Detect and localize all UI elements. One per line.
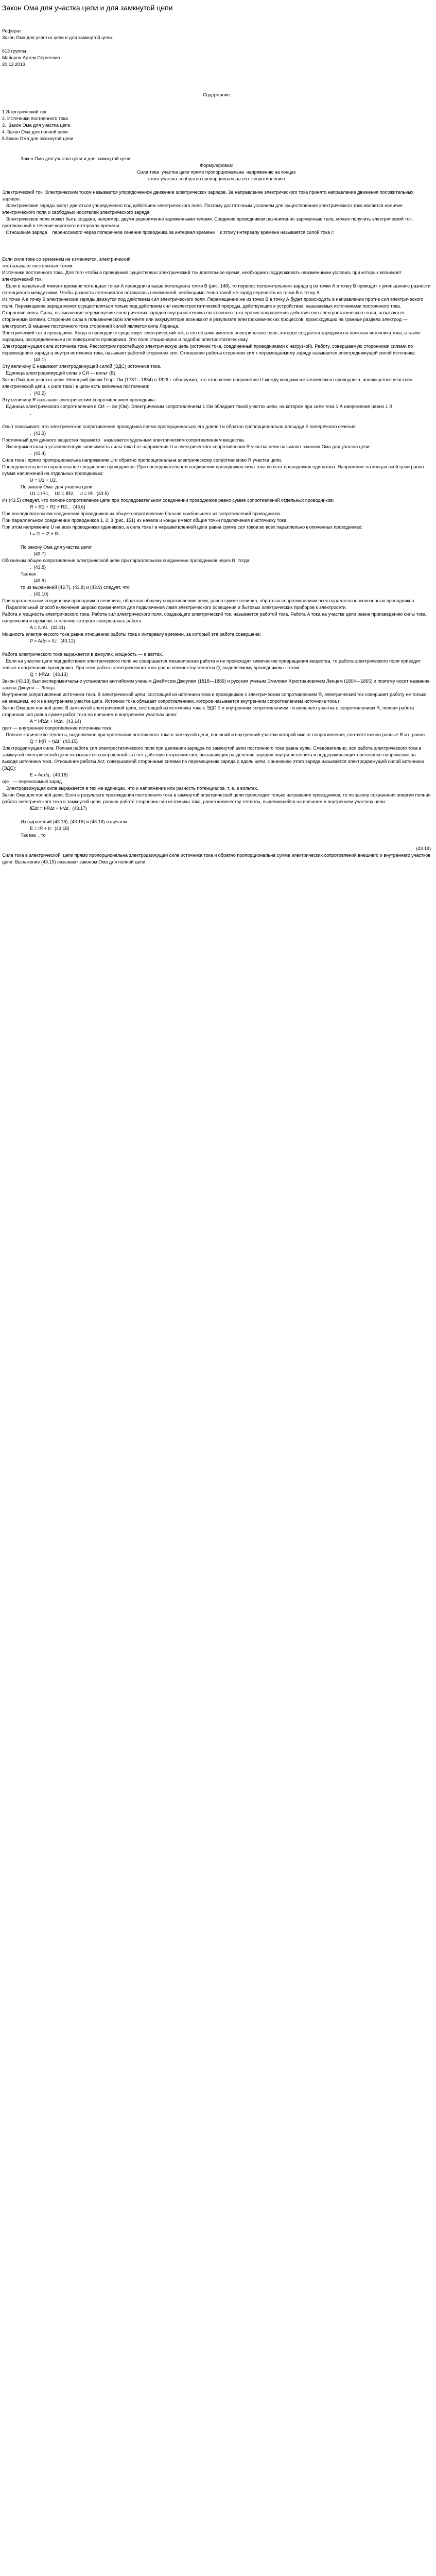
- formula-line: . (43.10): [30, 591, 49, 597]
- blank-line: [2, 236, 431, 243]
- paragraph: Единица электрического сопротивления в СИ — ом (Ом). Электрическим сопротивлением 1 Ом обладает такой участок цепи, на котором при силе тока 1 А напряжение равно 1 В:: [2, 404, 394, 409]
- paragraph: Работа и мощность электрического тока. Работа сил электрического поля, создающего электрический ток, называется работой тока. Работа A тока на участке цепи равна произведению силы тока, напряжения и времени, в течение которого совершалась работа:: [2, 612, 428, 623]
- formula-line: IEΔt = I²RΔt + I²rΔt. (43.17): [30, 806, 88, 811]
- paragraph: Электродвижущая сила выражается в тех же единицах, что и напряжение или разность потенциалов, т. е. в вольтах.: [2, 786, 258, 791]
- formula-line: E = Aст/q, (43.16): [30, 772, 68, 777]
- paragraph: Так как: [21, 571, 36, 577]
- paragraph: Работа электрического тока выражается в джоулях, мощность — в ваттах.: [2, 652, 163, 657]
- paragraph: Опыт показывает, что электрическое сопротивление проводника прямо пропорционально его длине l и обратно пропорционально площади S поперечного сечения:: [2, 424, 357, 429]
- paragraph: Закон (43.13) был экспериментально установлен английским ученым Джеймсом Джоулем (1818—1889) и русским ученым Эмилием Христиановичем Ленцем (1804—1865) и поэтому носит название закона Джоуля — Ленца.: [2, 679, 431, 690]
- paragraph: этого участка и обратно пропорциональна его сопротивлению: [148, 176, 285, 181]
- formula-line: U = U1 + U2.: [30, 478, 57, 483]
- toc-item: 1.Электрический ток: [2, 109, 46, 114]
- formula-line: .: [30, 243, 31, 248]
- formula-line: .: [30, 839, 31, 844]
- header-line: 613 группы: [2, 48, 26, 54]
- formula-line: . (43.7): [30, 551, 46, 556]
- paragraph: Сила тока I прямо пропорциональна напряжению U и обратно пропорциональна электрическому сопротивлению R участка цепи.: [2, 457, 282, 463]
- header-line: Реферат: [2, 28, 21, 33]
- header-line: Закон Ома для участка цепи и для замкнутой цепи.: [2, 35, 113, 40]
- paragraph: При последовательном соединении проводников их общее сопротивление больше наибольшего из сопротивлений проводников.: [2, 511, 282, 516]
- paragraph: Из точки А в точку В электрические заряды движутся под действием сил электрического поля. Перемещение же из точки В в точку А будет происходить в направлении против сил электрического поля. Перемещение заряда может осуществляться только под действием сил неэлектростатической природы, действующих в устройствах, называемых источниками постоянного тока.: [2, 297, 425, 309]
- blank-line: [2, 249, 431, 256]
- paragraph: Отношение заряда переносимого через поперечное сечение проводника за интервал времени , к этому интервалу времени называется силой тока I:: [2, 230, 334, 235]
- document-body: [2, 156, 431, 866]
- paragraph: Закон Ома для участка цепи и для замкнутой цепи.: [21, 156, 132, 161]
- paragraph: Так как , то: [21, 833, 46, 838]
- formula-line: U1 = IR1, U2 = IR2, U = IR. (43.5): [30, 491, 109, 496]
- blank-line: [2, 182, 431, 189]
- document-title: Закон Ома для участка цепи и для замкнутой цепи: [2, 4, 173, 12]
- formula-line: . (43.9): [30, 578, 46, 583]
- paragraph: Источники постоянного тока. Для того чтобы в проводнике существовал электрический ток длительное время, необходимо поддерживать неизменными условия, при которых возникает электрический ток.: [2, 270, 403, 282]
- paragraph: Формулировка:: [200, 163, 233, 168]
- formula-line: A = IUΔt. (43.11): [30, 625, 65, 630]
- paragraph: Электродвижущая сила. Полная работа сил электростатического поля при движении зарядов по замкнутой цепи постоянного тока равна нулю. Следовательно, вся работа электрического тока в замкнутой электрической цепи оказывается совершенной за счет действия сторонних сил, вызывающих разделение зарядов внутри источника и поддерживающих постоянное напряжение на выходе источника тока. Отношение работы Aст, совершаемой сторонними силами по перемещению заряда q вдоль цепи, к значению этого заряда называется электродвижущей силой источника (ЭДС):: [2, 745, 425, 771]
- paragraph: ток называют постоянным током.: [2, 263, 74, 268]
- paragraph: Единица электродвижущей силы в СИ — вольт (В).: [2, 370, 117, 376]
- paragraph: Электрический ток. Электрическим током называется упорядоченное движение электрических зарядов. За направление электрического тока принято направление движения положительных зарядов.: [2, 190, 415, 201]
- header-line: [2, 41, 431, 48]
- paragraph: По закону Ома для участка цепи:: [21, 545, 93, 550]
- paragraph: где r — внутреннее сопротивление источника тока.: [2, 725, 113, 731]
- paragraph: Закон Ома для полной цепи. В замкнутой электрической цепи, состоящей из источника тока с ЭДС E и внутренним сопротивлением r и внешнего участка с сопротивлением R, полная работа сторонних сил равна сумме работ тока на внешнем и внутреннем участках цепи:: [2, 705, 415, 717]
- blank-line: [2, 812, 431, 819]
- paragraph: Электродвижущая сила источника тока. Рассмотрим простейшую электрическую цепь (источник тока, соединенный проводниками с нагрузкой). Работу, совершаемую сторонними силами по перемещению заряда q внутри источника тока, называют работой сторонних сил. Отношение работы сторонних сил к перемещаемому заряду называется электродвижущей силой источника:: [2, 344, 416, 355]
- paragraph: Закон Ома для полной цепи. Если в результате прохождения постоянного тока в замкнутой электрической цепи происходит только нагревание проводников, то по закону сохранения энергии полная работа электрического тока в замкнутой цепи, равная работе сторонних сил источника тока, равна количеству теплоты, выделившейся на внешнем и внутреннем участках цепи:: [2, 792, 432, 804]
- paragraph: Электрический ток в проводнике. Когда в проводнике существует электрический ток, в его объеме имеется электрическое поле, которое создается зарядами на полюсах источника тока, а также зарядами, распределенными по поверхности проводника. Это поле стационарно и подобно электростатическому.: [2, 330, 422, 342]
- header-line: Майоров Артем Сергеевич: [2, 55, 60, 60]
- formula-line: A = I²RΔt + I²rΔt. (43.14): [30, 719, 81, 724]
- header-line: 20.12.2013: [2, 62, 26, 67]
- toc-item: 5.Закон Ома для замкнутой цепи: [2, 136, 74, 141]
- blank-line: [2, 645, 431, 651]
- toc-item: 2. Источники постоянного тока: [2, 116, 68, 121]
- formula-line: E = IR + Ir. (43.18): [30, 826, 69, 831]
- table-of-contents: [2, 109, 431, 142]
- paragraph: Постоянный для данного вещества параметр называется удельным электрическим сопротивлением вещества.: [2, 437, 246, 443]
- paragraph: Обозначим общее сопротивление электрической цепи при параллельном соединении проводников через R, тогда:: [2, 558, 251, 563]
- paragraph: Если в начальный момент времени потенциал точки А проводника выше потенциала точки В (рис. 148), то перенос положительного заряда q из точки А в точку В приводит к уменьшению разности потенциалов между ними. Чтобы разность потенциалов оставалась неизменной, необходимо точно такой же заряд перенести из точки В в точку А.: [2, 283, 432, 295]
- paragraph: Внутреннее сопротивление источника тока. В электрической цепи, состоящей из источника тока и проводников с электрическим сопротивлением R, электрический ток совершает работу не только на внешнем, но и на внутреннем участке цепи. Источник тока обладает сопротивлением, которое называется внутренним сопротивлением источника тока r.: [2, 692, 428, 704]
- paragraph: Параллельный способ включения широко применяется для подключения ламп электрического освещения и бытовых электрических приборов к электросети.: [2, 605, 347, 610]
- paragraph: Эту величину R называют электрическим сопротивлением проводника.: [2, 397, 156, 402]
- paragraph: Электрическое поле может быть создано, например, двумя разноименно заряженными телами. Соединив проводником разноименно заряженные тела, можно получить электрический ток, протекающий в течение короткого интервала времени.: [2, 216, 414, 228]
- paragraph: При параллельном соединении проводников 1, 2, 3 (рис. 151) их начала и концы имеют общие точки подключения к источнику тока.: [2, 518, 288, 523]
- paragraph: Закон Ома для участка цепи. Немецкий физик Георг Ом (1787—1854) в 1826 г. обнаружил, что отношение напряжения U между концами металлического проводника, являющегося участком электрической цепи, к силе тока I в цепи есть величина постоянная:: [2, 377, 414, 389]
- document-header: [2, 28, 431, 68]
- paragraph: Из (43.5) следует, что полное сопротивление цепи при последовательном соединении проводников равно сумме сопротивлений отдельных проводников:: [2, 498, 334, 503]
- formula-line: Q = I²(R + r)Δt. (43.15): [30, 739, 78, 744]
- formula-line: . (43.2): [30, 391, 46, 396]
- formula-line: P = A/Δt = IU. (43.12): [30, 638, 75, 643]
- paragraph: При параллельном соединении проводников величина, обратная общему сопротивлению цепи, равна сумме величин, обратных сопротивлениям всех параллельно включенных проводников.: [2, 598, 415, 603]
- paragraph: то из выражений (43.7), (43.8) и (43.9) следует, что: [21, 585, 130, 590]
- paragraph: Сила тока в электрической цепи прямо пропорциональна электродвижущей силе источника тока и обратно пропорциональна сумме электрических сопротивлений внешнего и внутреннего участков цепи. Выражение (43.19) называют законом Ома для полной цепи.: [2, 853, 432, 865]
- paragraph: Последовательное и параллельное соединение проводников. При последовательном соединении проводников сила тока во всех проводниках одинакова. Напряжение на концах всей цепи равно сумме напряжений на отдельных проводниках:: [2, 464, 425, 476]
- toc-item: 4. Закон Ома для полной цепи: [2, 129, 68, 134]
- formula-line: . (43.3): [30, 431, 46, 436]
- paragraph: где — переносимый заряд.: [2, 779, 63, 784]
- blank-line: [2, 417, 431, 423]
- formula-line: . (43.8): [30, 565, 46, 570]
- paragraph: Из выражений (43.16), (43.15) и (43.16) получаем: [21, 819, 127, 824]
- formula-line: . (43.4): [30, 451, 46, 456]
- paragraph: По закону Ома для участка цепи:: [21, 484, 94, 489]
- toc-item: 3. Закон Ома для участка цепи.: [2, 123, 72, 128]
- formula-line: .: [30, 411, 31, 416]
- blank-line: [2, 537, 431, 544]
- paragraph: Сила тока участка цепи прямо пропорциональна напряжению на концах: [137, 170, 296, 175]
- paragraph: Электрические заряды могут двигаться упорядоченно под действием электрического поля. Поэтому достаточным условием для существования электрического тока является наличие электрического поля и свободных носителей электрического заряда.: [2, 203, 404, 215]
- formula-line: . (43.1): [30, 357, 46, 362]
- formula-line: R = R1 + R2 + R3... (43.6): [30, 504, 85, 510]
- paragraph: Эту величину Е называют электродвижущей силой (ЭДС) источника тока.: [2, 364, 162, 369]
- paragraph: Если сила тока со временем не изменяется, электрический: [2, 257, 131, 262]
- paragraph: Экспериментально установленную зависимость силы тока I от напряжения U и электрического сопротивления R участка цепи называют законом Ома для участка цепи:: [2, 444, 371, 449]
- formula-line: I = I1 + I2 + I3.: [30, 531, 60, 536]
- paragraph: Если на участке цепи под действием электрического поля не совершается механическая работа и не происходят химические превращения вещества, то работа электрического поля приводит только к нагреванию проводника. При этом работа электрического тока равна количеству теплоты Q, выделяемому проводником с током:: [2, 658, 422, 670]
- paragraph: При этом напряжение U на всех проводниках одинаково, а сила тока I в неразветвленной цепи равна сумме сил токов во всех параллельно включенных проводниках:: [2, 524, 363, 530]
- paragraph: Сторонние силы. Силы, вызывающие перемещение электрических зарядов внутри источника постоянного тока против направления действия сил электростатического поля, называются сторонними силами. Сторонние силы в гальваническом элементе или аккумуляторе возникают в результате электрохимических процессов, происходящих на границе раздела электрод — электролит. В машине постоянного тока сторонней силой является сила Лоренца.: [2, 310, 409, 329]
- paragraph: (43.19): [416, 846, 431, 851]
- paragraph: Полное количество теплоты, выделяемое при протекании постоянного тока в замкнутой цепи, внешний и внутренний участки которой имеют сопротивления, соответственно равные R и r, равно: [2, 732, 425, 737]
- formula-line: Q = I²RΔt. (43.13): [30, 672, 68, 677]
- toc-title: Содержание: [203, 92, 230, 97]
- paragraph: Мощность электрического тока равна отношению работы тока к интервалу времени, за который эта работа совершена:: [2, 632, 261, 637]
